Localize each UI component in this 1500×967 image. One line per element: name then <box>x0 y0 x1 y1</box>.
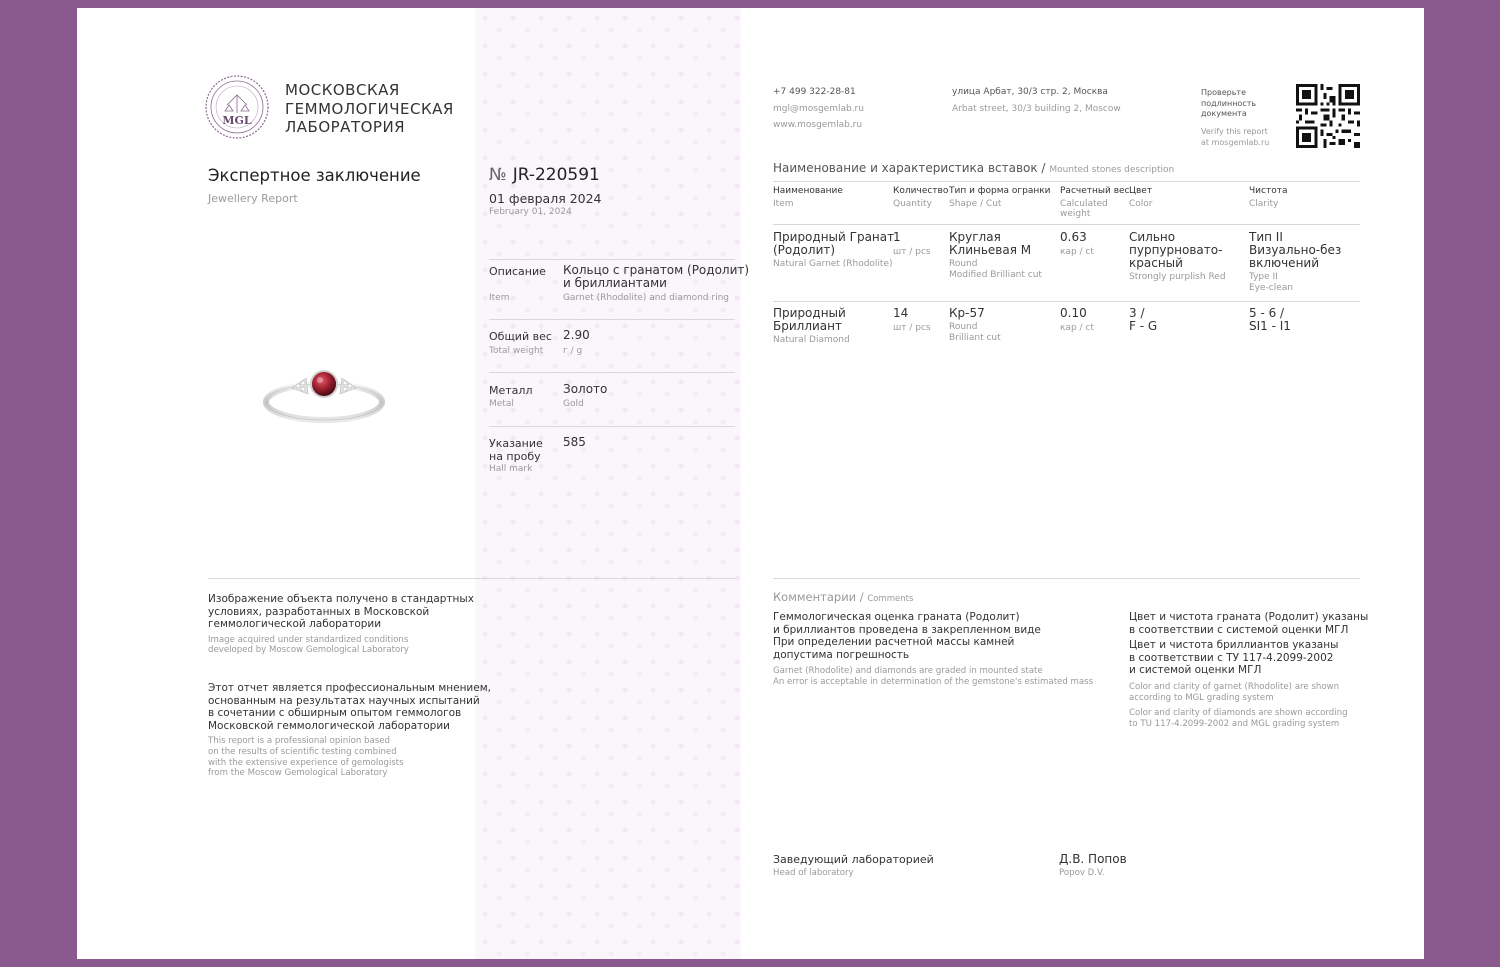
col-header-en: Quantity <box>893 199 932 209</box>
cell-clarity-value: SI1 - I1 <box>1249 319 1291 333</box>
divider <box>208 578 735 579</box>
address-en: Arbat street, 30/3 building 2, Moscow <box>952 104 1121 114</box>
cell-qty-value: 1 <box>893 230 901 244</box>
field-value-en: Gold <box>563 399 584 409</box>
note-line-en: with the extensive experience of gemologists <box>208 757 404 768</box>
report-number-value: JR-220591 <box>512 165 600 185</box>
divider <box>489 259 735 260</box>
verify-text <box>1201 88 1256 120</box>
verify-line: подлинность <box>1201 98 1257 108</box>
verify-line: Проверьте <box>1201 88 1246 97</box>
comment-line: и бриллиантов проведена в закрепленном виде <box>773 623 1041 636</box>
cell-color <box>1129 231 1226 283</box>
note-line: основанным на результатах научных испытаний <box>208 694 480 707</box>
logo-text: MGL <box>222 114 252 127</box>
cell-clarity-value: Тип II <box>1249 230 1283 244</box>
cell-qty-unit: шт / pcs <box>893 323 931 333</box>
divider <box>773 578 1360 579</box>
comment-line: Геммологическая оценка граната (Родолит) <box>773 611 1020 623</box>
cell-cut-value: Круглая <box>949 230 1001 244</box>
field-label-en: Hall mark <box>489 464 533 474</box>
comment-line: допустима погрешность <box>773 648 910 661</box>
field-label: Общий вес <box>489 330 552 343</box>
note-line: геммологической лаборатории <box>208 618 382 631</box>
cell-clarity-value: Визуально-без <box>1249 243 1342 257</box>
lab-name-line: ЛАБОРАТОРИЯ <box>285 118 406 136</box>
note-line: Этот отчет является профессиональным мнением, <box>208 682 491 694</box>
cell-color-value: 3 / <box>1129 306 1145 320</box>
cell-weight-unit: кар / ct <box>1060 323 1094 333</box>
field-label: Металл <box>489 384 533 397</box>
field-label: Указание <box>489 437 543 450</box>
address-ru: улица Арбат, 30/3 стр. 2, Москва <box>952 87 1108 97</box>
comment-line-en: Color and clarity of diamonds are shown according <box>1129 708 1348 719</box>
cell-qty <box>893 231 931 258</box>
comments-title-en: Comments <box>867 594 914 604</box>
cell-cut-value: Кр-57 <box>949 306 985 320</box>
signature-name-en: Popov D.V. <box>1059 868 1105 878</box>
comment-line-en: Garnet (Rhodolite) and diamonds are graded in mounted state <box>773 666 1043 677</box>
note-line: Изображение объекта получено в стандартных <box>208 593 474 605</box>
signature-role: Заведующий лабораторией <box>773 853 934 866</box>
security-pattern-band <box>475 8 741 959</box>
field-value: 2.90 <box>563 328 590 342</box>
mgl-seal-logo <box>205 75 269 139</box>
field-value: 585 <box>563 435 586 449</box>
divider <box>489 426 735 427</box>
comment-standards <box>1129 611 1368 729</box>
cell-cut <box>949 231 1042 281</box>
note-line-en: developed by Moscow Gemological Laboratory <box>208 645 409 656</box>
lab-name-line: МОСКОВСКАЯ <box>285 81 400 99</box>
cell-weight-value: 0.10 <box>1060 306 1087 320</box>
divider <box>773 181 1360 182</box>
cell-cut-en: Round <box>949 259 978 269</box>
report-date-en: February 01, 2024 <box>489 207 572 217</box>
field-label-en: Metal <box>489 399 514 409</box>
cell-cut-value: Клиньевая М <box>949 243 1032 257</box>
comments-title <box>773 590 913 604</box>
number-sign: № <box>489 165 507 185</box>
divider <box>489 319 735 320</box>
cell-qty-unit: шт / pcs <box>893 247 931 257</box>
cell-clarity-value: 5 - 6 / <box>1249 306 1285 320</box>
cell-color-value: пурпурновато- <box>1129 243 1223 257</box>
cell-clarity <box>1249 307 1291 333</box>
comment-line: и системой оценки МГЛ <box>1129 664 1262 677</box>
cell-color-en: Strongly purplish Red <box>1129 272 1226 282</box>
col-header: Цвет <box>1129 186 1153 196</box>
note-line-en: This report is a professional opinion based <box>208 736 390 747</box>
cell-qty-value: 14 <box>893 306 909 320</box>
divider <box>773 301 1360 302</box>
comment-line: Цвет и чистота граната (Родолит) указаны <box>1129 611 1369 623</box>
note-line-en: from the Moscow Gemological Laboratory <box>208 768 388 779</box>
report-title: Экспертное заключение <box>208 166 421 185</box>
cell-item-en: Natural Garnet (Rhodolite) <box>773 259 893 269</box>
comment-line-en: according to MGL grading system <box>1129 692 1274 703</box>
report-number <box>489 165 600 185</box>
col-header: Количество <box>893 186 949 196</box>
verify-text-en <box>1201 127 1269 148</box>
report-title-en: Jewellery Report <box>208 192 298 205</box>
cell-item-en: Natural Diamond <box>773 335 850 345</box>
contact-website[interactable]: www.mosgemlab.ru <box>773 120 863 130</box>
field-value: Золото <box>563 382 608 396</box>
note-line: в сочетании с обширным опытом геммологов <box>208 707 462 720</box>
cell-clarity-en: Type II <box>1249 272 1278 282</box>
cell-qty <box>893 307 931 334</box>
cell-item: Природный Гранат <box>773 230 895 244</box>
report-sheet <box>77 8 1424 959</box>
field-value-en: Garnet (Rhodolite) and diamond ring <box>563 293 729 303</box>
lab-name-line: ГЕММОЛОГИЧЕСКАЯ <box>285 99 454 118</box>
field-label-en: Item <box>489 293 510 303</box>
contact-email[interactable]: mgl@mosgemlab.ru <box>773 104 864 114</box>
col-header: Чистота <box>1249 186 1288 196</box>
cell-weight-value: 0.63 <box>1060 230 1087 244</box>
verify-line: документа <box>1201 109 1247 118</box>
field-value: Кольцо с гранатом (Родолит) <box>563 263 750 277</box>
note-line: условиях, разработанных в Московской <box>208 605 430 618</box>
field-value-en: г / g <box>563 346 583 356</box>
stones-title-en: Mounted stones description <box>1049 165 1175 175</box>
verify-line: at mosgemlab.ru <box>1201 137 1270 147</box>
cell-cut <box>949 307 1001 344</box>
cell-weight <box>1060 231 1094 258</box>
cell-item: Бриллиант <box>773 319 842 333</box>
cell-color-value: F - G <box>1129 319 1158 333</box>
contact-phone[interactable]: +7 499 322-28-81 <box>773 87 856 97</box>
cell-color-value: красный <box>1129 256 1183 270</box>
cell-clarity-value: включений <box>1249 256 1320 270</box>
comment-grading <box>773 611 1093 688</box>
lab-name <box>285 81 505 137</box>
divider <box>489 372 735 373</box>
cell-clarity-en: Eye-clean <box>1249 283 1294 293</box>
col-header: Наименование <box>773 186 843 196</box>
table-row <box>773 307 850 346</box>
field-value: и бриллиантами <box>563 276 667 290</box>
cell-cut-en: Brilliant cut <box>949 333 1001 343</box>
cell-weight <box>1060 307 1094 334</box>
cell-color-value: Сильно <box>1129 230 1176 244</box>
report-date: 01 февраля 2024 <box>489 191 602 206</box>
col-header-en: Calculated <box>1060 199 1108 209</box>
stones-title-ru: Наименование и характеристика вставок / <box>773 161 1046 175</box>
col-header: Тип и форма огранки <box>949 186 1051 196</box>
col-header-en: Clarity <box>1249 199 1279 209</box>
cell-color <box>1129 307 1157 333</box>
comments-title-ru: Комментарии / <box>773 590 864 604</box>
cell-weight-unit: кар / ct <box>1060 247 1094 257</box>
ring-image <box>262 358 387 426</box>
stones-title <box>773 161 1174 175</box>
comment-line-en: An error is acceptable in determination of the gemstone's estimated mass <box>773 676 1094 687</box>
note-disclaimer <box>208 682 491 779</box>
comment-line-en: to TU 117-4.2099-2002 and MGL grading system <box>1129 718 1340 729</box>
table-row <box>773 231 894 270</box>
comment-line: При определении расчетной массы камней <box>773 636 1015 649</box>
comment-line-en: Color and clarity of garnet (Rhodolite) are shown <box>1129 681 1340 692</box>
note-line-en: on the results of scientific testing combined <box>208 746 397 757</box>
col-header-en: Color <box>1129 199 1153 209</box>
col-header: Расчетный вес <box>1060 186 1130 196</box>
qr-code-icon[interactable] <box>1296 84 1360 148</box>
cell-cut-en: Round <box>949 322 978 332</box>
cell-clarity <box>1249 231 1341 294</box>
comment-line: Цвет и чистота бриллиантов указаны <box>1129 639 1339 652</box>
note-line: Московской геммологической лаборатории <box>208 719 450 732</box>
cell-cut-en: Modified Brilliant cut <box>949 270 1042 280</box>
comment-line: в соответствии с ТУ 117-4.2099-2002 <box>1129 651 1334 664</box>
signature-role-en: Head of laboratory <box>773 868 854 878</box>
verify-line: Verify this report <box>1201 127 1268 136</box>
note-line-en: Image acquired under standardized conditions <box>208 634 409 645</box>
comment-line: в соответствии с системой оценки МГЛ <box>1129 623 1349 636</box>
col-header-en: Item <box>773 199 794 209</box>
col-header-en: Shape / Cut <box>949 199 1002 209</box>
signature-name: Д.В. Попов <box>1059 852 1127 866</box>
col-header-en: weight <box>1060 209 1091 219</box>
cell-item: (Родолит) <box>773 243 836 257</box>
field-label-en: Total weight <box>489 346 544 356</box>
note-image-conditions <box>208 593 474 656</box>
field-label: Описание <box>489 265 546 278</box>
cell-item: Природный <box>773 306 846 320</box>
field-label: на пробу <box>489 450 541 463</box>
divider <box>773 224 1360 225</box>
